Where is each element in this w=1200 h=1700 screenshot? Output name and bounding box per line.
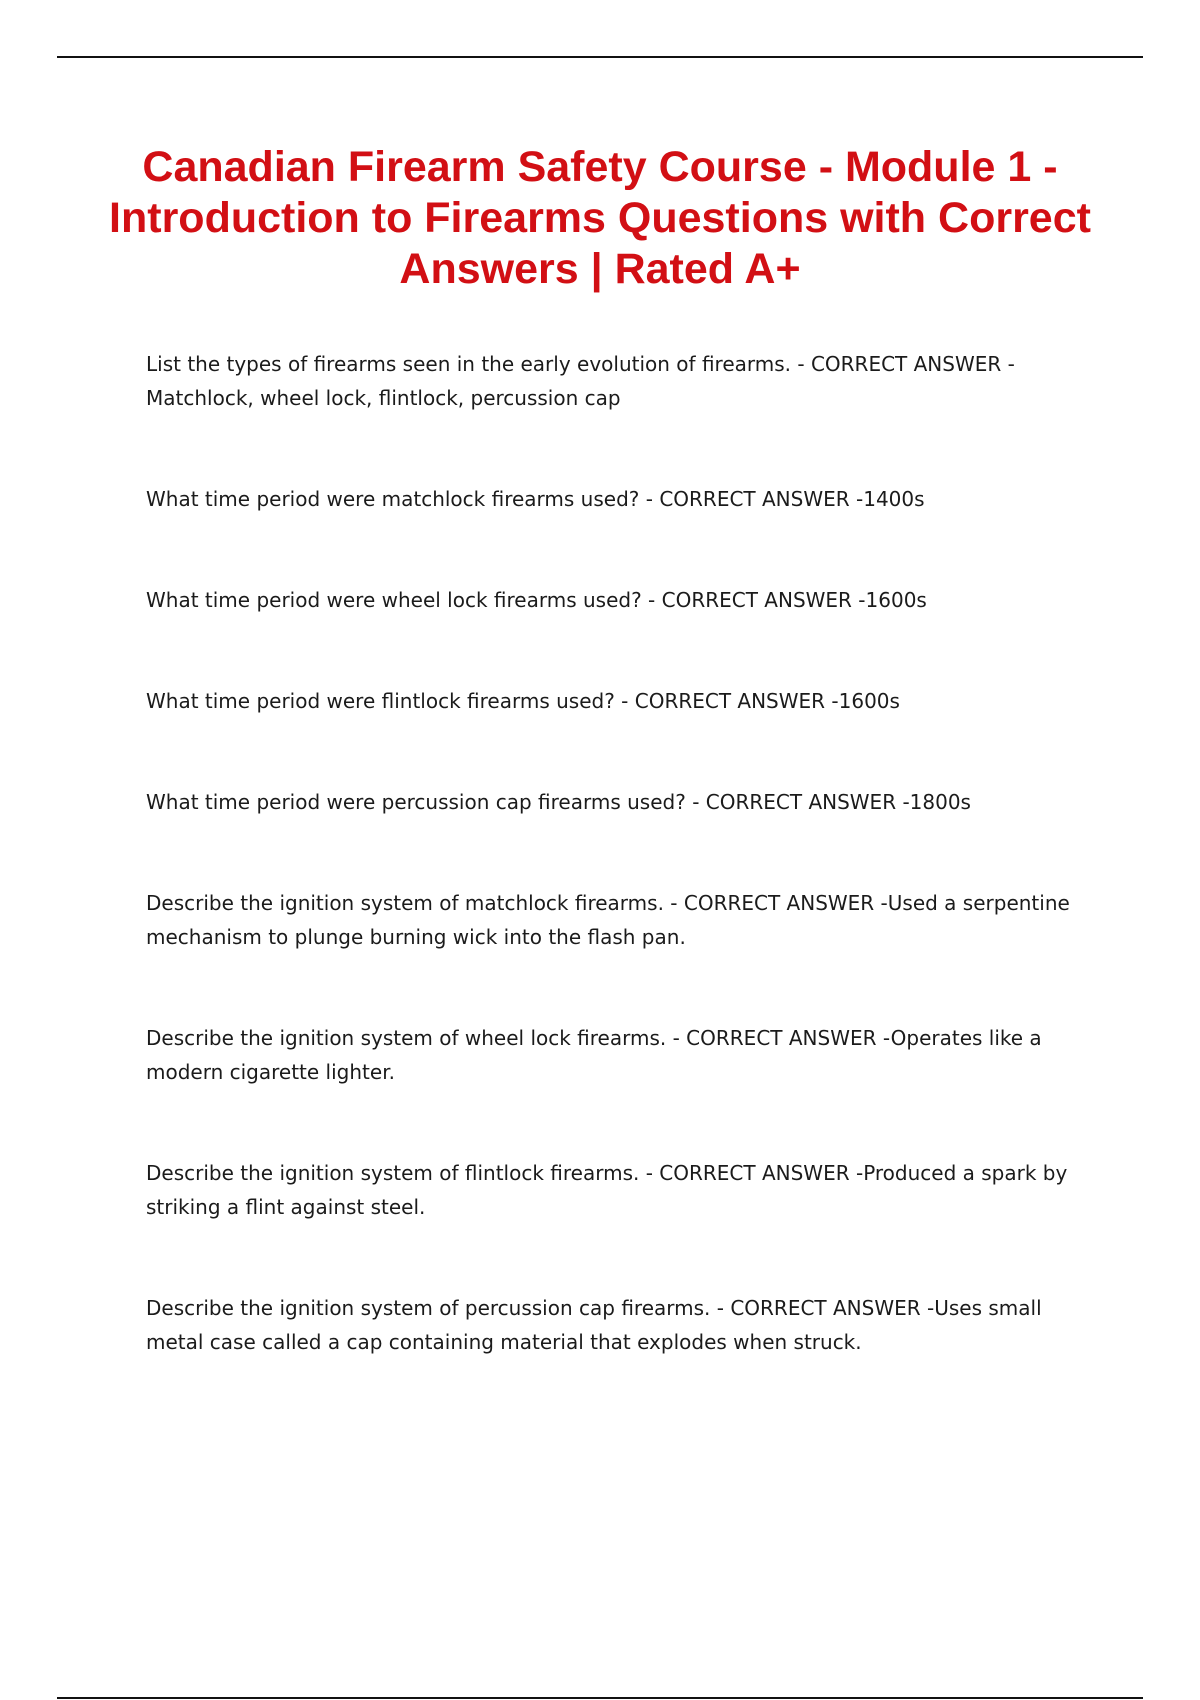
qa-item: What time period were flintlock firearms used? - CORRECT ANSWER -1600s — [146, 689, 900, 713]
qa-item: Describe the ignition system of matchlock firearms. - CORRECT ANSWER -Used a serpentine mechanism to plunge burning wick into the flash pan. — [146, 891, 1070, 949]
qa-item: List the types of firearms seen in the early evolution of firearms. - CORRECT ANSWER - Matchlock, wheel lock, flintlock, percussion cap — [146, 352, 1015, 410]
document-title: Canadian Firearm Safety Course - Module 1 - Introduction to Firearms Questions with Correct Answers | Rated A+ — [109, 143, 1091, 293]
qa-item: Describe the ignition system of percussion cap firearms. - CORRECT ANSWER -Uses small metal case called a cap containing material that explodes when struck. — [146, 1296, 1042, 1354]
qa-item: What time period were wheel lock firearms used? - CORRECT ANSWER -1600s — [146, 588, 927, 612]
top-divider — [57, 56, 1143, 58]
qa-item: What time period were matchlock firearms used? - CORRECT ANSWER -1400s — [146, 487, 925, 511]
bottom-divider — [57, 1697, 1143, 1699]
qa-list — [146, 347, 1086, 1426]
qa-item: Describe the ignition system of wheel lock firearms. - CORRECT ANSWER -Operates like a modern cigarette lighter. — [146, 1026, 1042, 1084]
qa-item: What time period were percussion cap firearms used? - CORRECT ANSWER -1800s — [146, 790, 971, 814]
qa-item: Describe the ignition system of flintlock firearms. - CORRECT ANSWER -Produced a spark by striking a flint against steel. — [146, 1161, 1068, 1219]
